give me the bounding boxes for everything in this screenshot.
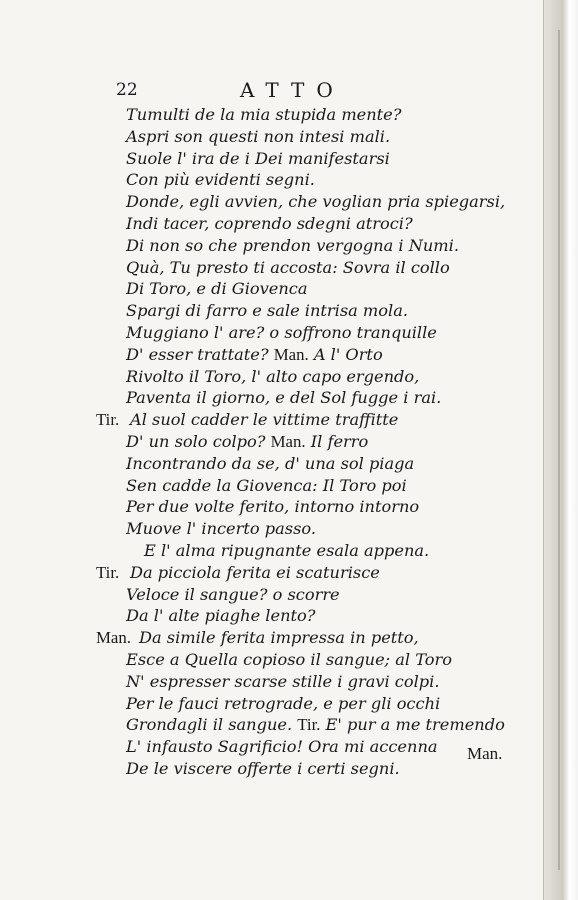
verse-line xyxy=(96,366,536,388)
verse-line xyxy=(96,693,536,715)
verse-line xyxy=(96,387,536,409)
verse-line xyxy=(96,278,536,300)
verse-text: Di non so che prendon vergogna i Numi. xyxy=(126,235,459,255)
verse-text: Donde, egli avvien, che voglian pria spiegarsi, xyxy=(126,192,506,212)
verse-line xyxy=(96,627,536,649)
verse-line xyxy=(96,126,536,148)
verse-block xyxy=(96,104,536,780)
verse-line xyxy=(96,562,536,584)
verse-line xyxy=(96,344,536,366)
verse-text: Con più evidenti segni. xyxy=(126,170,315,190)
running-title: ATTO xyxy=(240,78,345,102)
inline-speaker: Man. xyxy=(270,431,306,451)
verse-text: D' esser trattate? xyxy=(126,344,274,364)
verse-text: Per due volte ferito, intorno intorno xyxy=(126,497,420,517)
verse-line xyxy=(96,322,536,344)
verse-text: Da simile ferita impressa in petto, xyxy=(139,628,419,648)
speaker-label: Man. xyxy=(96,628,131,648)
speaker-label: Tir. xyxy=(96,410,120,430)
verse-text: Tumulti de la mia stupida mente? xyxy=(126,105,402,124)
verse-text: Da picciola ferita ei scaturisce xyxy=(130,562,380,582)
verse-text: Di Toro, e di Giovenca xyxy=(126,279,308,299)
verse-text: Per le fauci retrograde, e per gli occhi xyxy=(126,693,441,713)
verse-text: A l' Orto xyxy=(308,344,383,364)
verse-line xyxy=(96,235,536,257)
speaker-label: Tir. xyxy=(96,562,120,582)
verse-line xyxy=(96,518,536,540)
verse-text: Muove l' incerto passo. xyxy=(126,519,317,539)
verse-line xyxy=(96,409,536,431)
verse-text: Il ferro xyxy=(305,431,369,451)
verse-line xyxy=(96,605,536,627)
verse-text: Grondagli il sangue. xyxy=(126,715,298,735)
verse-line xyxy=(96,191,536,213)
inline-speaker: Man. xyxy=(273,344,309,364)
page-number: 22 xyxy=(116,80,138,100)
verse-text: E' pur a me tremendo xyxy=(320,715,505,735)
verse-line xyxy=(96,213,536,235)
verse-text: Rivolto il Toro, l' alto capo ergendo, xyxy=(126,366,420,386)
verse-line xyxy=(96,475,536,497)
verse-line xyxy=(96,540,536,562)
catchword: Man. xyxy=(467,744,503,763)
verse-text: Quà, Tu presto ti accosta: Sovra il collo xyxy=(126,257,450,277)
verse-text: Da l' alte piaghe lento? xyxy=(126,606,316,626)
verse-text: Muggiano l' are? o soffrono tranquille xyxy=(126,322,437,342)
verse-line xyxy=(96,431,536,453)
verse-text: E l' alma ripugnante esala appena. xyxy=(144,540,430,560)
verse-text: De le viscere offerte i certi segni. xyxy=(126,758,400,778)
verse-line xyxy=(96,714,536,736)
verse-line xyxy=(96,453,536,475)
inline-speaker: Tir. xyxy=(297,715,321,735)
verse-line xyxy=(96,169,536,191)
verse-text: D' un solo colpo? xyxy=(126,431,271,451)
verse-text: Al suol cadder le vittime traffitte xyxy=(130,410,399,430)
verse-text: Indi tacer, coprendo sdegni atroci? xyxy=(126,213,413,233)
verse-text: Paventa il giorno, e del Sol fugge i rai. xyxy=(126,388,442,408)
verse-line xyxy=(96,671,536,693)
verse-text: Spargi di farro e sale intrisa mola. xyxy=(126,301,409,321)
verse-text: Esce a Quella copioso il sangue; al Toro xyxy=(126,649,453,669)
verse-line xyxy=(96,496,536,518)
verse-text: Veloce il sangue? o scorre xyxy=(126,584,340,604)
verse-line xyxy=(96,104,536,126)
binding-gutter xyxy=(543,0,578,900)
verse-text: L' infausto Sagrificio! Ora mi accenna xyxy=(126,737,438,757)
verse-line xyxy=(96,148,536,170)
verse-text: Sen cadde la Giovenca: Il Toro poi xyxy=(126,475,407,495)
verse-text: N' espresser scarse stille i gravi colpi. xyxy=(126,671,440,691)
verse-line xyxy=(96,649,536,671)
verse-text: Incontrando da se, d' una sol piaga xyxy=(126,453,415,473)
verse-text: Suole l' ira de i Dei manifestarsi xyxy=(126,148,390,168)
verse-line xyxy=(96,300,536,322)
verse-line xyxy=(96,584,536,606)
verse-text: Aspri son questi non intesi mali. xyxy=(126,126,391,146)
verse-line xyxy=(96,257,536,279)
page-header xyxy=(116,80,416,106)
